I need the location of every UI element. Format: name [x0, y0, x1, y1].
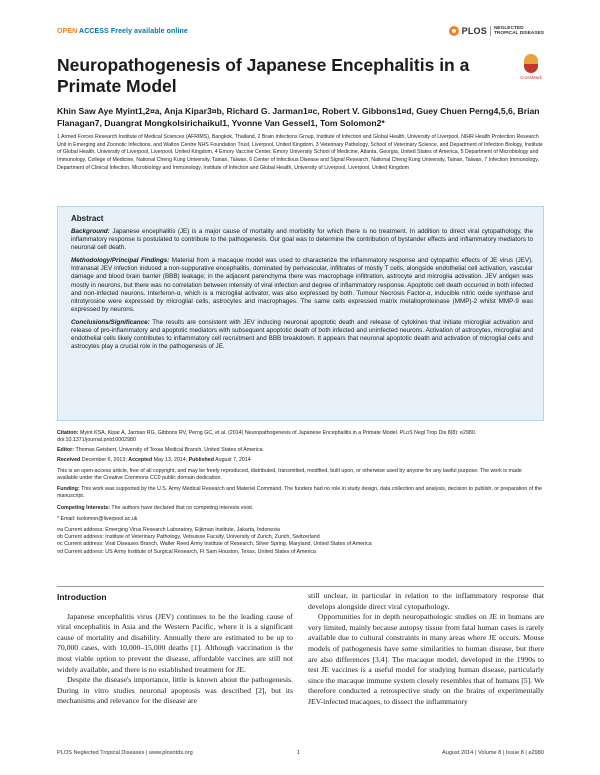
crossmark-label: CrossMark: [520, 75, 542, 80]
published-date: August 7, 2014: [213, 456, 251, 463]
citation-label: Citation:: [57, 430, 79, 436]
conclusions-text: The results are consistent with JEV inducing neuronal apoptotic death and release of cytokines that initiate microglial activation and release of pro-inflammatory and apoptotic mediators with subsequent apoptotic death of both infected and uninfected neurons. Activation of astrocytes, microglial and endothelial cells likely contributes to inflammatory cell recruitment and BBB breakdown. It appears that neuronal apoptotic death and activation of microglial cells and astrocytes play a crucial role in the pathogenesis of JE.: [71, 318, 533, 351]
conclusions-label: Conclusions/Significance:: [71, 318, 150, 326]
competing-label: Competing Interests:: [57, 504, 110, 511]
section-divider: [57, 586, 544, 587]
funding-text: This work was supported by the U.S. Army Medical Research and Materiel Command. The funders had no role in study design, data collection and analysis, decision to publish, or preparation of the manuscript.: [57, 486, 543, 500]
journal-header: [57, 26, 544, 40]
intro-paragraph-4: Opportunities for in depth neuropathologic studies on JE in humans are very limited, mainly because autopsy tissue from fatal human cases is rarely available due to cultural constraints in many areas where JE occurs. Mouse models of pathogenesis have some similarities to human disease, but there are also differences [3,4]. The macaque model, developed in the 1990s to test JE vaccines is a useful model for studying human disease, particularly since the macaque immune system closely resembles that of humans [5]. We therefore conducted a retrospective study on the brains of experimentally JEV-infected macaques, to dissect the inflammatory: [308, 612, 544, 706]
editor: [57, 447, 544, 454]
abstract-box: [57, 206, 544, 421]
funding-label: Funding:: [57, 486, 80, 493]
editor-text: Thomas Geisbert, University of Texas Medical Branch, United States of America: [74, 446, 263, 453]
footer-issue: August 2014 | Volume 8 | Issue 8 | e2980: [441, 750, 544, 756]
funding: [57, 486, 544, 500]
received-date: December 6, 2013;: [80, 456, 129, 463]
affiliations: 1 Armed Forces Research Institute of Medical Sciences (AFRIMS), Bangkok, Thailand, 2 Brain Infections Group, Institute of Infection and Global Health, University of Liverpool, NIHR Health Protection Research Unit in Emerging and Zoonotic Infections, and Walton Centre NHS Foundation Trust, Liverpool, United Kingdom, 3 Veterinary Pathology, School of Veterinary Science, and Department of Infection Biology, Institute of Global Health, University of Liverpool, Liverpool, United Kingdom, 4 Emory Vaccine Center, Emory University School of Medicine, Atlanta, Georgia, United States of America, 5 Department of Microbiology and Immunology, College of Medicine, National Cheng Kung University, Tainan, Taiwan, 6 Center of Infectious Disease and Signal Research, National Cheng Kung University, Tainan, Taiwan, 7 Infection Immunology, Department of Clinical Infection, Microbiology and Immunology, Institute of Infection and Global Health, University of Liverpool, Liverpool, United Kingdom: [57, 134, 543, 171]
current-address-d: ¤d Current address: US Army Institute of Surgical Research, Ft Sam Houston, Texas, United States of America: [57, 548, 316, 555]
received-label: Received: [57, 456, 81, 463]
intro-paragraph-2: Despite the disease's importance, little is known about the pathogenesis. During in vitro studies neuronal apoptosis was described [2], but its mechanisms and relevance for the disease are: [57, 675, 293, 706]
body-column-right: [308, 591, 544, 708]
license: This is an open-access article, free of all copyright, and may be freely reproduced, distributed, transmitted, modified, built upon, or otherwise used by anyone for any lawful purpose. The work is made available under the Creative Commons CC0 public domain dedication.: [57, 467, 522, 482]
published-label: Published: [188, 456, 214, 463]
methods-label: Methodology/Principal Findings:: [71, 257, 170, 265]
plos-circle-icon: [449, 26, 459, 36]
citation: [57, 430, 544, 444]
dates: [57, 457, 544, 464]
plos-logo: [449, 26, 544, 36]
editor-label: Editor:: [57, 446, 75, 453]
open-access-label: OPEN: [57, 28, 78, 35]
plos-subtitle-line-1: NEGLECTED: [493, 26, 524, 31]
accepted-label: Accepted: [128, 456, 153, 463]
footer-journal: PLOS Neglected Tropical Diseases | www.plosntds.org: [57, 750, 193, 756]
abstract-methods: [71, 257, 533, 314]
footer-page-number: 1: [297, 750, 301, 756]
competing-text: The authors have declared that no competing interests exist.: [109, 504, 254, 511]
open-access-rest: ACCESS Freely available online: [79, 28, 188, 35]
intro-paragraph-3: still unclear, in particular in relation to the inflammatory response that develops alongside direct viral cytopathology.: [308, 591, 544, 611]
background-label: Background:: [71, 228, 110, 235]
plos-journal-subtitle: [490, 26, 544, 36]
plos-subtitle-line-2: TROPICAL DISEASES: [493, 31, 544, 36]
accepted-date: May 13, 2014;: [152, 456, 189, 463]
abstract-background: [71, 228, 533, 252]
introduction-heading: Introduction: [57, 592, 107, 602]
methods-text: Material from a macaque model was used to characterize the inflammatory response and cytopathic effects of JE virus (JEV). Intranasal JEV infection induced a non-suppurative encephalitis, dominated by perivascular, infiltrates of mostly T cells, alongside endothelial cell activation, vascular damage and blood brain barrier (BBB) leakage; in the adjacent parenchyma there was macrophage infiltration, astrocyte and microglia activation. JEV antigen was mostly in neurons, but there was no correlation between intensity of viral infection and degree of inflammatory response. Apoptotic cell death occurred in both infected and non-infected neurons. Interferon-α, which is a microglial activator, was also expressed by both. Tumour Necrosis Factor-α, inducible nitric oxide synthase and nitrotyrosine were expressed by microglial cells, astrocytes and macrophages. The same cells expressed matrix metalloproteinase (MMP)-2 whilst MMP-9 was expressed by neurons.: [71, 257, 533, 313]
current-address-c: ¤c Current address: Viral Diseases Branch, Walter Reed Army Institute of Research, Silver Spring, Maryland, United States of America: [57, 541, 372, 548]
article-title: Neuropathogenesis of Japanese Encephalitis in a Primate Model: [57, 55, 470, 96]
corresponding-email[interactable]: * Email: tsolomon@liverpool.ac.uk: [57, 515, 138, 522]
author-list: Khin Saw Aye Myint1,2¤a, Anja Kipar3¤b, Richard G. Jarman1¤c, Robert V. Gibbons1¤d, Guey Chuen Perng4,5,6, Brian Flanagan7, Duangrat Mongkolsirichaikul1, Yvonne Van Gessel1, Tom Solomon2*: [57, 106, 540, 128]
crossmark-badge[interactable]: [517, 54, 545, 80]
background-text: Japanese encephalitis (JE) is a major cause of mortality and morbidity for which there is no treatment. In addition to direct viral cytopathology, the inflammatory response is postulated to contribute to the pathogenesis. Our goal was to determine the contribution of bystander effects and inflammatory mediators to neuronal cell death.: [71, 228, 533, 252]
abstract-conclusions: [71, 319, 533, 351]
current-address-a: ¤a Current address: Emerging Virus Research Laboratory, Eijkman Institute, Jakarta, Indonesia: [57, 527, 280, 534]
plos-wordmark: PLOS: [461, 26, 487, 36]
competing-interests: [57, 505, 544, 512]
open-access-banner: [57, 28, 188, 35]
intro-paragraph-1: Japanese encephalitis virus (JEV) continues to be the leading cause of viral encephalitis in Asia and the Western Pacific, where it is a significant cause of mortality and disability. Annually there are estimated to be up to 70,000 cases, with 10,000–15,000 deaths [1]. Although vaccination is the most viable option to prevent the disease, affordable vaccines are still not widely available, and there is no established treatment for JE.: [57, 611, 293, 674]
abstract-heading: Abstract: [71, 214, 104, 223]
article-metadata: [57, 430, 544, 556]
current-address-b: ¤b Current address: Institute of Veterinary Pathology, Vetsuisse Faculty, University of Zurich, Zurich, Switzerland: [57, 534, 320, 541]
crossmark-icon: [522, 54, 540, 74]
body-column-left: [57, 592, 293, 707]
citation-text: Myint KSA, Kipar A, Jarman RG, Gibbons RV, Perng GC, et al. (2014) Neuropathogenesis of Japanese Encephalitis in a Primate Model. PLoS Negl Trop Dis 8(8): e2980. doi:10.1371/journal.pntd.0002980: [57, 430, 477, 444]
